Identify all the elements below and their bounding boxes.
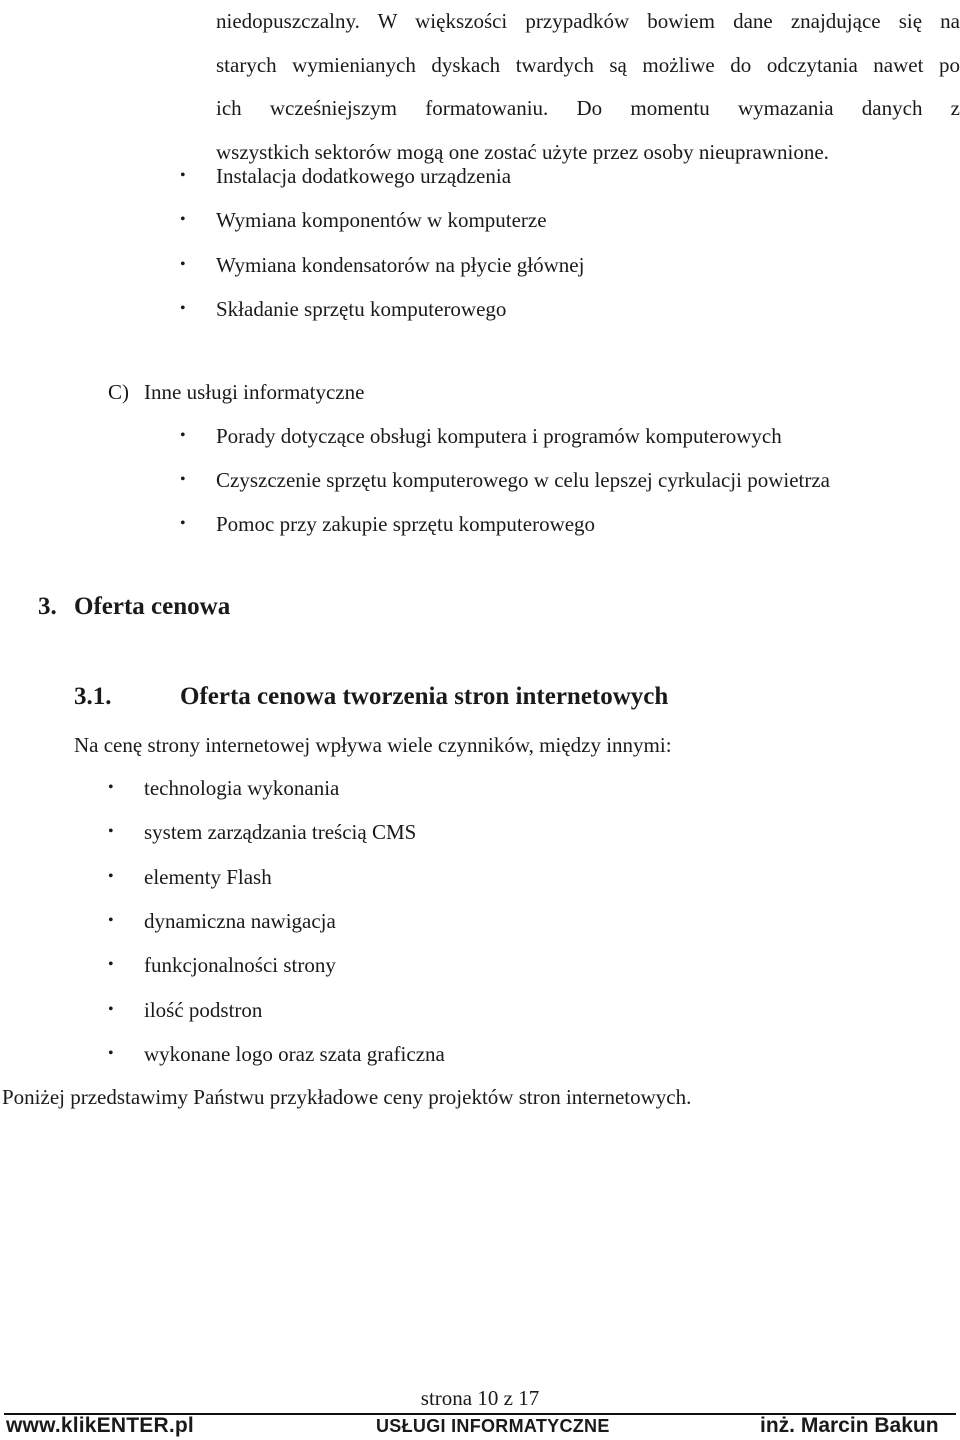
bullet-icon: • (108, 779, 114, 796)
section-marker: C) (108, 380, 129, 404)
section-intro: Na cenę strony internetowej wpływa wiele czynników, między innymi: (74, 733, 672, 757)
closing-sentence: Poniżej przedstawimy Państwu przykładowe ceny projektów stron internetowych. (2, 1085, 692, 1109)
bullet-icon: • (180, 300, 186, 317)
bullet-icon: • (180, 471, 186, 488)
list-item: elementy Flash (144, 865, 272, 889)
bullet-icon: • (180, 256, 186, 273)
paragraph-line: niedopuszczalny. W większości przypadków bowiem dane znajdujące się na (216, 9, 960, 33)
paragraph-line: ich wcześniejszym formatowaniu. Do momentu wymazania danych z (216, 96, 960, 120)
list-item: Składanie sprzętu komputerowego (216, 297, 507, 321)
bullet-icon: • (108, 912, 114, 929)
heading-number: 3. (38, 593, 57, 620)
bullet-icon: • (180, 515, 186, 532)
bullet-icon: • (108, 956, 114, 973)
bullet-icon: • (108, 868, 114, 885)
bullet-icon: • (180, 167, 186, 184)
heading-number: 3.1. (74, 683, 112, 710)
list-item: ilość podstron (144, 998, 263, 1022)
list-item: Porady dotyczące obsługi komputera i programów komputerowych (216, 424, 782, 448)
paragraph-line: starych wymienianych dyskach twardych są możliwe do odczytania nawet po (216, 52, 960, 77)
list-item: Pomoc przy zakupie sprzętu komputerowego (216, 512, 596, 536)
list-item: wykonane logo oraz szata graficzna (144, 1042, 445, 1066)
list-item: system zarządzania treścią CMS (144, 820, 417, 844)
list-item: dynamiczna nawigacja (144, 909, 336, 933)
bullet-icon: • (180, 427, 186, 444)
section-title: Inne usługi informatyczne (144, 380, 365, 404)
footer-website-link[interactable]: www.klikENTER.pl (6, 1414, 194, 1437)
heading-title: Oferta cenowa (74, 593, 231, 620)
paragraph-line: wszystkich sektorów mogą one zostać użyte przez osoby nieuprawnione. (216, 139, 829, 164)
page-number: strona 10 z 17 (420, 1386, 540, 1410)
bullet-icon: • (108, 823, 114, 840)
heading-title: Oferta cenowa tworzenia stron internetowych (180, 683, 669, 710)
list-item: Wymiana kondensatorów na płycie głównej (216, 253, 585, 277)
intro-paragraph (216, 0, 960, 174)
list-item: technologia wykonania (144, 776, 340, 800)
footer-author: inż. Marcin Bakun (760, 1414, 939, 1437)
list-item: Czyszczenie sprzętu komputerowego w celu lepszej cyrkulacji powietrza (216, 468, 830, 492)
list-item: Wymiana komponentów w komputerze (216, 208, 547, 232)
footer-company-tagline: USŁUGI INFORMATYCZNE (376, 1416, 610, 1436)
bullet-icon: • (108, 1045, 114, 1062)
list-item: funkcjonalności strony (144, 953, 336, 977)
bullet-icon: • (108, 1001, 114, 1018)
bullet-icon: • (180, 211, 186, 228)
list-item: Instalacja dodatkowego urządzenia (216, 164, 512, 188)
